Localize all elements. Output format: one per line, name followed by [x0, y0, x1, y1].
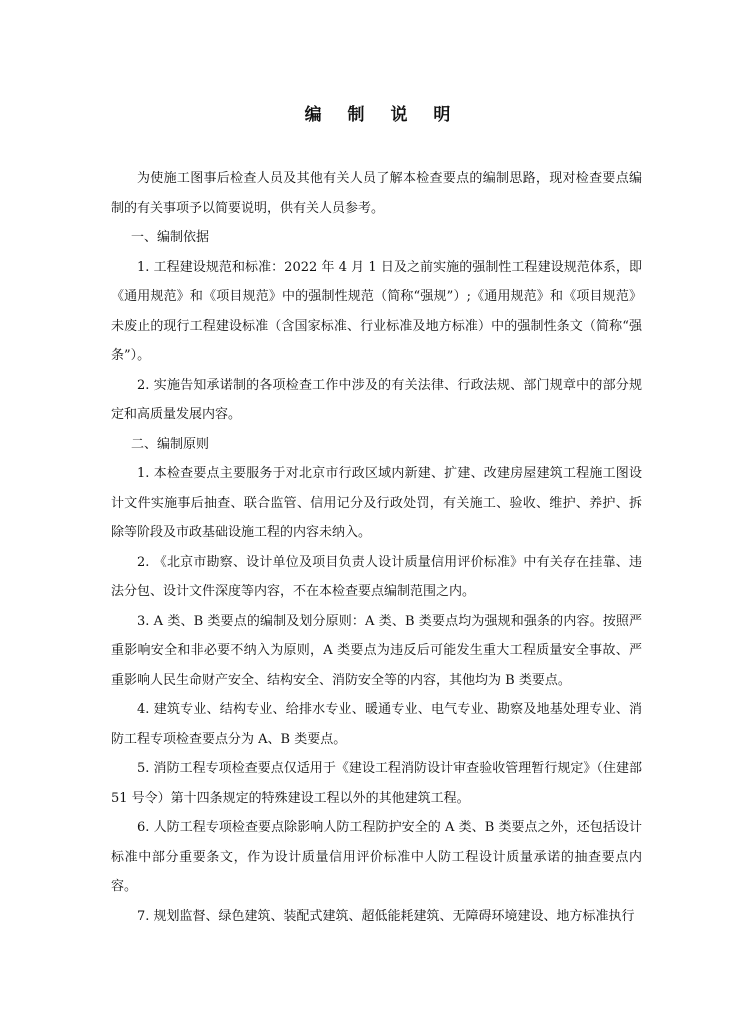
section-heading: 一、编制依据 [131, 230, 210, 245]
principle-item: 2. 《北京市勘察、设计单位及项目负责人设计质量信用评价标准》中有关存在挂靠、违法分包、设计文件深度等内容，不在本检查要点编制范围之内。 [111, 554, 642, 599]
basis-item: 2. 实施告知承诺制的各项检查工作中涉及的有关法律、行政法规、部门规章中的部分规定和高质量发展内容。 [111, 377, 642, 422]
principle-item: 7. 规划监督、绿色建筑、装配式建筑、超低能耗建筑、无障碍环境建设、地方标准执行 [137, 908, 635, 924]
intro-paragraph: 为使施工图事后检查人员及其他有关人员了解本检查要点的编制思路，现对检查要点编制的有关事项予以简要说明，供有关人员参考。 [111, 171, 642, 216]
basis-item: 1. 工程建设规范和标准：2022 年 4 月 1 日及之前实施的强制性工程建设规范体系，即《通用规范》和《项目规范》中的强制性规范（简称“强规”）;《通用规范》和《项目规范》未废止的现行工程建设标准（含国家标准、行业标准及地方标准）中的强制性条文（简称“强条”）。 [111, 259, 642, 363]
principle-item: 5. 消防工程专项检查要点仅适用于《建设工程消防设计审查验收管理暂行规定》（住建部 51 号令）第十四条规定的特殊建设工程以外的其他建筑工程。 [111, 761, 642, 806]
principle-item: 3. A 类、B 类要点的编制及划分原则：A 类、B 类要点均为强规和强条的内容。按照严重影响安全和非必要不纳入为原则，A 类要点为违反后可能发生重大工程质量安全事故、严重影响人民生命财产安全、结构安全、消防安全等的内容，其他均为 B 类要点。 [111, 613, 642, 688]
principle-item: 4. 建筑专业、结构专业、给排水专业、暖通专业、电气专业、勘察及地基处理专业、消防工程专项检查要点分为 A、B 类要点。 [111, 702, 642, 747]
principle-item: 1. 本检查要点主要服务于对北京市行政区域内新建、扩建、改建房屋建筑工程施工图设计文件实施事后抽查、联合监管、信用记分及行政处罚，有关施工、验收、维护、养护、拆除等阶段及市政基础设施工程的内容未纳入。 [111, 466, 642, 540]
section-heading: 二、编制原则 [131, 436, 210, 452]
document-title: 编 制 说 明 [304, 105, 461, 125]
document-body [111, 164, 642, 931]
principle-item: 6. 人防工程专项检查要点除影响人防工程防护安全的 A 类、B 类要点之外，还包括设计标准中部分重要条文，作为设计质量信用评价标准中人防工程设计质量承诺的抽查要点内容。 [111, 820, 642, 894]
